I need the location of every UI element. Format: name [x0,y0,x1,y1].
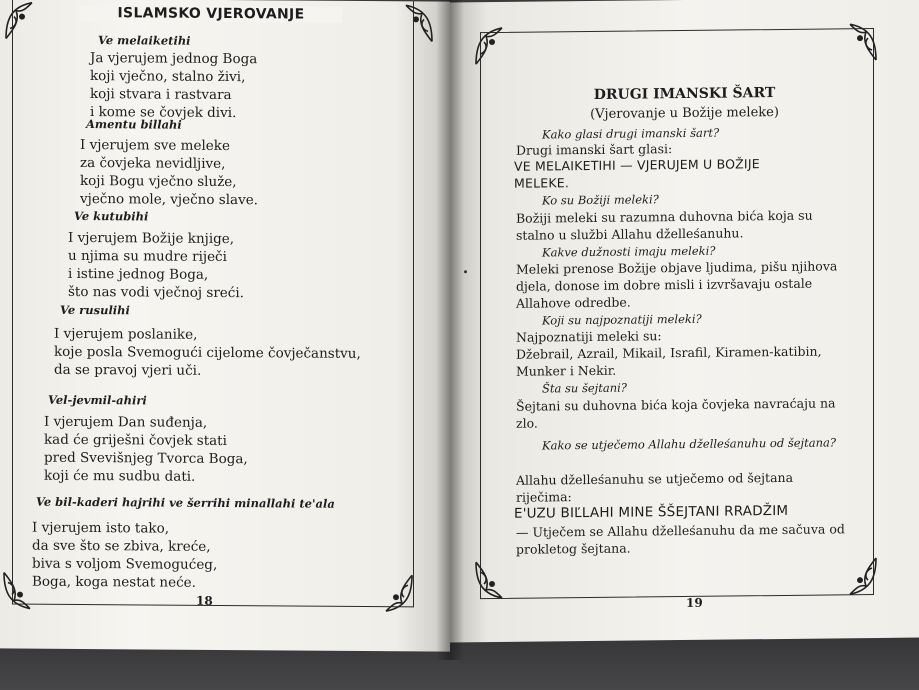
verse-line: da sve što se zbiva, kreće, [32,537,211,555]
verse-line: pred Svevišnjeg Tvorca Boga, [44,449,248,468]
question: Kakve dužnosti imaju meleki? [542,243,716,260]
left-page [0,0,450,652]
answer-line: E'UZU BIĽLAHI MINE ŠŠEJTANI RRADŽIM [514,502,789,522]
answer-line: Allahu dželleśanuhu se utječemo od šejtana [516,469,794,488]
question: Šta su šejtani? [542,380,627,396]
section-title: Amentu billahi [86,117,182,132]
verse [44,413,248,486]
verse-line: koji stvara i rastvara [90,86,232,104]
answer [516,468,836,505]
verse-line: što nas vodi vječnoj sreći. [68,283,244,302]
ornament-corner-icon [836,554,880,598]
question: Kako se utječemo Allahu dželleśanuhu od šejtana? [542,435,837,453]
verse-line: I vjerujem isto tako, [32,519,170,537]
chapter-title: DRUGI IMANSKI ŠART [593,85,776,103]
section-title: Vel-jevmil-ahiri [48,392,147,408]
ornament-corner-icon [472,558,516,602]
verse-line: i kome se čovjek divi. [90,104,237,122]
verse [80,136,258,209]
verse-line: vječno mole, vječno slave. [80,190,258,209]
answer-line: prokletog šejtana. [516,540,631,557]
answer-emphasis [514,502,834,522]
verse-line: Ja vjerujem jednog Boga [90,50,258,68]
verse-line: I vjerujem Dan suđenja, [44,413,208,431]
verse [54,325,361,381]
page-number: 18 [196,593,213,608]
answer-line: zlo. [516,415,538,431]
ornament-corner-icon [836,20,880,64]
ornament-corner-icon [392,1,436,45]
ornament-corner-icon [372,571,416,615]
answer [516,520,845,557]
answer-line: stalno u službi Allahu dželleśanuhu. [516,225,744,243]
question: Koji su najpoznatiji meleki? [542,311,702,328]
answer-line: Munker i Nekir. [516,362,617,379]
ornament-corner-icon [2,0,46,43]
answer-line: VE MELAIKETIHI — VJERUJEM U BOŽIJE [514,156,760,174]
ornament-corner-icon [472,24,516,68]
answer [516,257,836,311]
verse [32,519,217,592]
question: Kako glasi drugi imanski šart? [542,125,720,142]
verse-line: za čovjeka nevidljive, [80,154,226,173]
question: Ko su Božiji meleki? [542,192,659,208]
verse-line: koji će mu sudbu dati. [44,467,196,485]
verse [68,229,244,302]
verse-line: Boga, koga nestat neće. [32,573,196,591]
verse-line: kad će griješni čovjek stati [44,431,227,450]
verse [90,49,257,122]
answer-line: MELEKE. [514,175,570,191]
answer [516,394,836,431]
verse-line: da se pravoj vjeri uči. [54,361,202,379]
answer-line: Božiji meleki su razumna duhovna bića koja su [516,207,813,226]
answer-line: Meleki prenose Božije objave ljudima, pišu njihova [516,258,838,277]
section-title: Ve rusulihi [60,302,130,318]
right-page [450,0,919,642]
answer [516,325,836,379]
verse-line: I vjerujem Božije knjige, [68,229,235,248]
section-title: Ve bil-kaderi hajrihi ve šerrihi minallahi te'ala [36,494,335,511]
verse-line: I vjerujem sve meleke [80,136,230,155]
verse-line: biva s voljom Svemogućeg, [32,555,218,573]
answer-emphasis [514,154,834,191]
verse-line: koji vječno, stalno živi, [90,68,246,86]
answer-line: djela, donose im dobre misli i izvršavaju ostale [516,275,813,294]
verse-line: I vjerujem poslanike, [54,325,198,343]
chapter-subtitle: (Vjerovanje u Božije meleke) [590,105,779,122]
section-title: Ve kutubihi [74,208,149,224]
answer-line: Džebrail, Azrail, Mikail, Israfil, Kiramen-katibin, [516,343,822,362]
running-head: ISLAMSKO VJEROVANJE [80,5,342,23]
section-title: Ve melaiketihi [98,33,191,48]
answer-line: riječima: [516,489,572,505]
ink-speck [464,270,467,273]
verse-line: u njima su mudre riječi [68,247,227,266]
verse-line: i istine jednog Boga, [68,265,209,283]
answer-line: Drugi imanski šart glasi: [516,141,673,158]
verse-line: koje posla Svemogući cijelome čovječanstvu, [54,343,361,362]
answer [516,206,836,243]
book-gutter [436,0,464,660]
answer-line: Najpoznatiji meleki su: [516,328,662,345]
answer-line: Šejtani su duhovna bića koja čovjeka navraćaju na [516,395,836,414]
page-number: 19 [686,595,703,610]
answer-line: Allahove odredbe. [516,294,631,311]
verse-line: koji Bogu vječno služe, [80,172,237,191]
answer-line: — Utječem se Allahu dželleśanuhu da me sačuva od [516,521,845,540]
